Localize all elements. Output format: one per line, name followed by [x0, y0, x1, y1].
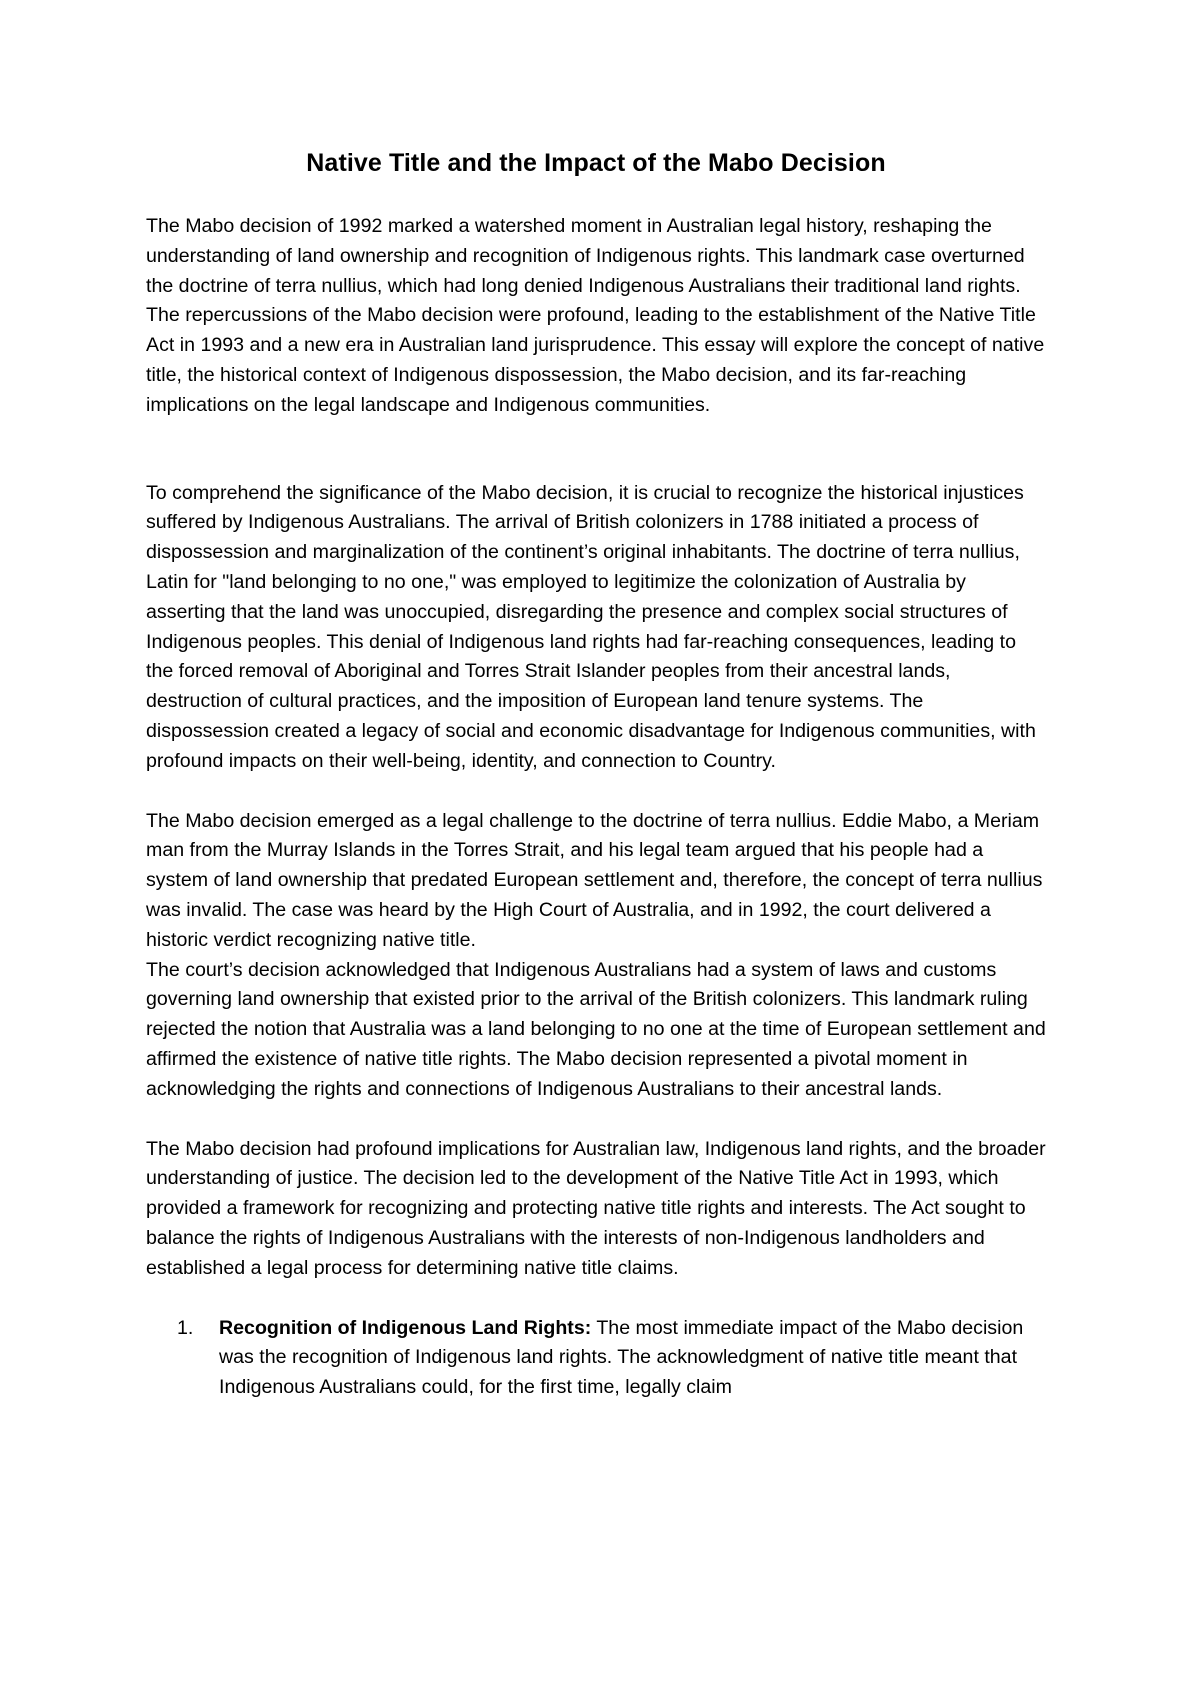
- paragraph-introduction: The Mabo decision of 1992 marked a watershed moment in Australian legal history, reshaping the understanding of land ownership and recognition of Indigenous rights. This landmark case overturned the doctrine of terra nullius, which had long denied Indigenous Australians their traditional land rights. The repercussions of the Mabo decision were profound, leading to the establishment of the Native Title Act in 1993 and a new era in Australian land jurisprudence. This essay will explore the concept of native title, the historical context of Indigenous dispossession, the Mabo decision, and its far-reaching implications on the legal landscape and Indigenous communities.: [146, 215, 1045, 416]
- document-title: Native Title and the Impact of the Mabo Decision: [306, 149, 886, 177]
- paragraph-spacer: [146, 1284, 1046, 1314]
- list-item-text: The most immediate impact of the Mabo decision was the recognition of Indigenous land rights. The acknowledgment of native title meant that Indigenous Australians could, for the first time, legally claim: [219, 1316, 1024, 1399]
- paragraph-spacer: [146, 421, 1046, 479]
- paragraph-mabo-challenge: The Mabo decision emerged as a legal challenge to the doctrine of terra nullius. Eddie Mabo, a Meriam man from the Murray Islands in the Torres Strait, and his legal team argued that his people had a system of land ownership that predated European settlement and, therefore, the concept of terra nullius was invalid. The case was heard by the High Court of Australia, and in 1992, the court delivered a historic verdict recognizing native title.: [146, 809, 1043, 951]
- paragraph-spacer: [146, 777, 1046, 807]
- document-body: [146, 148, 1046, 1403]
- paragraph-historical-context: To comprehend the significance of the Mabo decision, it is crucial to recognize the historical injustices suffered by Indigenous Australians. The arrival of British colonizers in 1788 initiated a process of dispossession and marginalization of the continent’s original inhabitants. The doctrine of terra nullius, Latin for "land belonging to no one," was employed to legitimize the colonization of Australia by asserting that the land was unoccupied, disregarding the presence and complex social structures of Indigenous peoples. This denial of Indigenous land rights had far-reaching consequences, leading to the forced removal of Aboriginal and Torres Strait Islander peoples from their ancestral lands, destruction of cultural practices, and the imposition of European land tenure systems. The dispossession created a legacy of social and economic disadvantage for Indigenous communities, with profound impacts on their well-being, identity, and connection to Country.: [146, 481, 1036, 772]
- numbered-list: [146, 1314, 1046, 1403]
- paragraph-spacer: [146, 1105, 1046, 1135]
- list-item-heading: Recognition of Indigenous Land Rights:: [219, 1316, 592, 1339]
- list-item: [146, 1314, 1046, 1403]
- list-item-number: 1.: [177, 1316, 194, 1339]
- paragraph-implications: The Mabo decision had profound implications for Australian law, Indigenous land rights, and the broader understanding of justice. The decision led to the development of the Native Title Act in 1993, which provided a framework for recognizing and protecting native title rights and interests. The Act sought to balance the rights of Indigenous Australians with the interests of non-Indigenous landholders and established a legal process for determining native title claims.: [146, 1137, 1046, 1279]
- paragraph-court-decision: The court’s decision acknowledged that Indigenous Australians had a system of laws and customs governing land ownership that existed prior to the arrival of the British colonizers. This landmark ruling rejected the notion that Australia was a land belonging to no one at the time of European settlement and affirmed the existence of native title rights. The Mabo decision represented a pivotal moment in acknowledging the rights and connections of Indigenous Australians to their ancestral lands.: [146, 958, 1046, 1100]
